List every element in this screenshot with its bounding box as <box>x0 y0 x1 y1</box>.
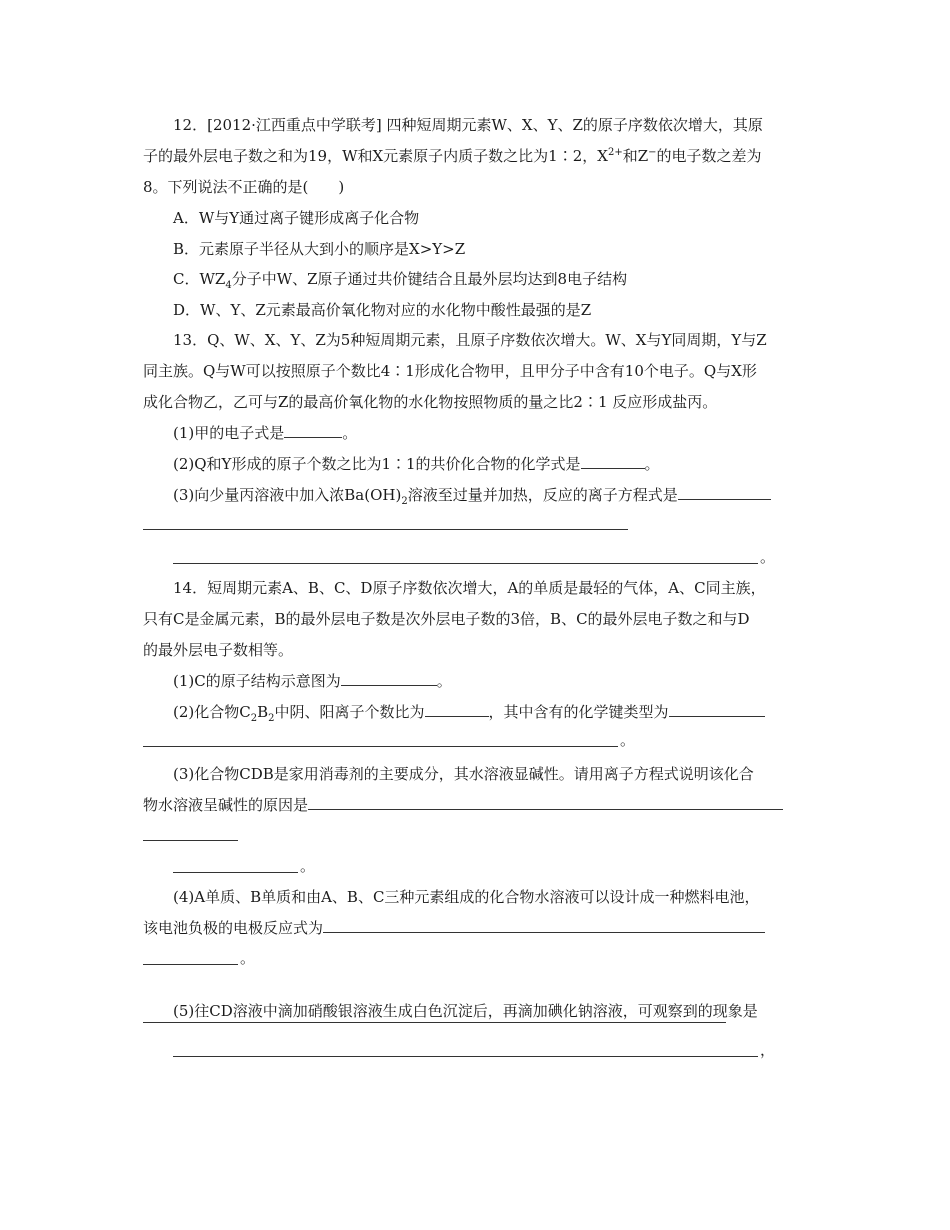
q14-part2-formula-b: B <box>257 703 269 721</box>
q13-part3 <box>173 485 771 505</box>
q13-stem-line1: 13．Q、W、X、Y、Z为5种短周期元素，且原子序数依次增大。W、X与Y同周期，Y与Z <box>173 331 767 349</box>
q12-stem-line2-text: 子的最外层电子数之和为19，W和X元素原子内质子数之比为1∶2，X <box>143 147 608 165</box>
q14-part2-subscript-2: 2 <box>268 713 275 724</box>
q14-part1-answer-blank[interactable] <box>341 671 437 686</box>
q14-part4-answer-line-2[interactable] <box>143 964 238 965</box>
q14-part2-text-c: ，其中含有的化学键类型为 <box>488 703 669 721</box>
q12-stem-line2-text-b: 和Z <box>622 147 649 165</box>
q14-part4-end: 。 <box>240 949 256 967</box>
q14-part4-line2-text: 该电池负极的电极反应式为 <box>143 919 324 937</box>
q12-option-c-subscript: 4 <box>225 280 232 291</box>
q14-part3-line2 <box>143 795 783 815</box>
q14-stem-line3: 的最外层电子数相等。 <box>143 641 294 659</box>
q14-part5-end: ， <box>760 1041 776 1059</box>
q14-part2-answer-line-2[interactable] <box>143 746 618 747</box>
q13-part1-answer-blank[interactable] <box>284 423 342 438</box>
q13-part3-end: 。 <box>760 548 776 566</box>
q14-part2 <box>173 702 765 722</box>
q13-part2-end: 。 <box>644 455 660 473</box>
q13-part3-subscript: 2 <box>401 496 408 507</box>
q14-part5-answer-line-2[interactable] <box>143 1022 726 1023</box>
q14-part3-end: 。 <box>300 857 316 875</box>
q12-option-c-text: C．WZ <box>173 270 226 288</box>
q14-stem-line2: 只有C是金属元素，B的最外层电子数是次外层电子数的3倍，B、C的最外层电子数之和与D <box>143 610 750 628</box>
q14-part1-text: (1)C的原子结构示意图为 <box>173 672 341 690</box>
q12-superscript-charge-x: 2+ <box>607 147 623 158</box>
q13-part1-text: (1)甲的电子式是 <box>173 424 285 442</box>
q14-part2-text-b: 中阴、阳离子个数比为 <box>274 703 425 721</box>
q13-stem-line3: 成化合物乙，乙可与Z的最高价氧化物的水化物按照物质的量之比2∶1 反应形成盐丙。 <box>143 393 718 411</box>
q13-part3-answer-line-3[interactable] <box>173 563 758 564</box>
q14-part2-bond-blank[interactable] <box>669 702 765 717</box>
q14-part4-answer-blank[interactable] <box>323 918 765 933</box>
q14-part2-text: (2)化合物C <box>173 703 251 721</box>
q13-part1-end: 。 <box>342 424 358 442</box>
q13-part1 <box>173 423 357 443</box>
q12-superscript-charge-z: − <box>648 147 657 158</box>
q14-part3-line2-text: 物水溶液呈碱性的原因是 <box>143 796 309 814</box>
q14-part5-line1: (5)往CD溶液中滴加硝酸银溶液生成白色沉淀后，再滴加碘化钠溶液，可观察到的现象是 <box>173 1002 758 1020</box>
q12-option-a: A．W与Y通过离子键形成离子化合物 <box>173 209 420 227</box>
q14-part2-subscript-1: 2 <box>250 713 258 724</box>
q14-part4-line1: (4)A单质、B单质和由A、B、C三种元素组成的化合物水溶液可以设计成一种燃料电池， <box>173 888 760 906</box>
q14-part3-answer-blank[interactable] <box>308 795 783 810</box>
q12-stem-line2 <box>143 146 762 166</box>
q13-part3-answer-line-2[interactable] <box>143 529 628 530</box>
q13-stem-line2: 同主族。Q与W可以按照原子个数比4∶1形成化合物甲，且甲分子中含有10个电子。Q与X形 <box>143 362 757 380</box>
q13-part2 <box>173 454 660 474</box>
q13-part3-text: (3)向少量丙溶液中加入浓Ba(OH) <box>173 486 402 504</box>
q14-part2-ratio-blank[interactable] <box>425 702 489 717</box>
q14-stem-line1: 14．短周期元素A、B、C、D原子序数依次增大，A的单质是最轻的气体，A、C同主族， <box>173 579 766 597</box>
q13-part2-text: (2)Q和Y形成的原子个数之比为1∶1的共价化合物的化学式是 <box>173 455 581 473</box>
q12-option-c-text-b: 分子中W、Z原子通过共价键结合且最外层均达到8电子结构 <box>231 270 628 288</box>
q14-part5-answer-line-3[interactable] <box>173 1056 758 1057</box>
q13-part3-answer-blank[interactable] <box>678 485 771 500</box>
q12-stem-line1: 12．[2012·江西重点中学联考] 四种短周期元素W、X、Y、Z的原子序数依次增大，其原 <box>173 116 763 134</box>
q12-option-c <box>173 269 627 289</box>
q12-option-d: D．W、Y、Z元素最高价氧化物对应的水化物中酸性最强的是Z <box>173 301 592 319</box>
q14-part4-line2 <box>143 918 765 938</box>
q14-part2-end: 。 <box>620 731 636 749</box>
q14-part3-answer-line-3[interactable] <box>173 872 298 873</box>
q14-part1-end: 。 <box>436 672 452 690</box>
q13-part3-text-b: 溶液至过量并加热，反应的离子方程式是 <box>407 486 678 504</box>
q12-stem-line3: 8。下列说法不正确的是( ) <box>143 178 345 196</box>
q14-part1 <box>173 671 452 691</box>
q13-part2-answer-blank[interactable] <box>581 454 645 469</box>
q12-option-b: B．元素原子半径从大到小的顺序是X>Y>Z <box>173 240 466 258</box>
q12-stem-line2-text-c: 的电子数之差为 <box>656 147 762 165</box>
q14-part3-line1: (3)化合物CDB是家用消毒剂的主要成分，其水溶液显碱性。请用离子方程式说明该化合 <box>173 765 754 783</box>
q14-part3-answer-line-2[interactable] <box>143 840 238 841</box>
